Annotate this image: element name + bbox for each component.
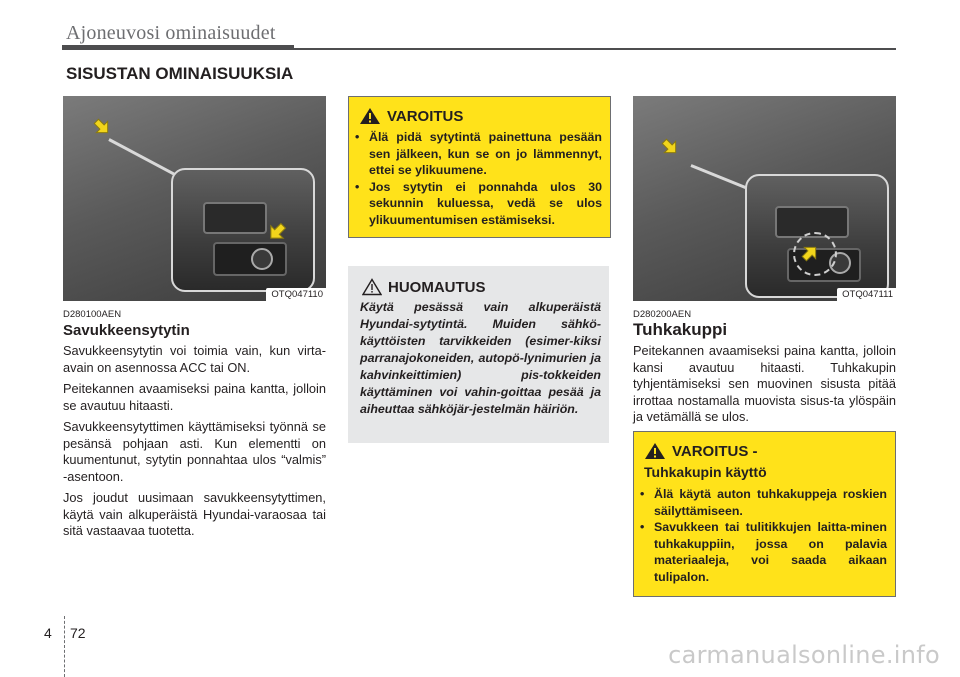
warning-subtitle: Tuhkakupin käyttö: [644, 464, 767, 480]
header-bar: [62, 45, 294, 50]
page-number: 72: [70, 625, 86, 641]
warning-item: • Savukkeen tai tulitikkujen laitta-minen tuhkakuppiin, jossa on palavia materiaaleja, voi saada aikaan tulipalon.: [634, 519, 887, 585]
warning-list: [634, 486, 887, 585]
warning-title: VAROITUS -: [672, 442, 758, 460]
ashtray-photo: [633, 96, 896, 301]
paragraph: Savukkeensytyttimen käyttämiseksi työnnä se pesänsä pohjaan asti. Kun elementti on kuumentunut, sytytin ponnahtaa ulos “valmis” -asentoon.: [63, 419, 326, 484]
photo-inset: [171, 168, 315, 292]
warning-heading: [644, 442, 895, 460]
warning-triangle-icon: [644, 442, 666, 460]
arrow-icon: [799, 242, 815, 258]
paragraph: Jos joudut uusimaan savukkeensytyttimen, käytä vain alkuperäistä Hyundai-varaosaa tai sitä vastaavaa tuotetta.: [63, 490, 326, 538]
caution-triangle-icon: [362, 278, 382, 296]
chapter-number: 4: [44, 625, 52, 641]
photo-code: OTQ047111: [837, 288, 896, 301]
note-title: HUOMAUTUS: [388, 278, 486, 296]
arrow-icon: [91, 116, 107, 132]
warning-box: [633, 431, 896, 597]
body-text: [633, 343, 896, 431]
body-text: [63, 343, 326, 545]
warning-heading: [359, 107, 610, 125]
warning-title: VAROITUS: [387, 107, 464, 125]
footer-divider: [64, 616, 65, 677]
warning-triangle-icon: [359, 107, 381, 125]
paragraph: Savukkeensytytin voi toimia vain, kun virta-avain on asennossa ACC tai ON.: [63, 343, 326, 375]
section-code: D280200AEN: [633, 309, 692, 320]
arrow-icon: [659, 136, 675, 152]
section-code: D280100AEN: [63, 309, 122, 320]
warning-item: • Älä pidä sytytintä painettuna pesään sen jälkeen, kun se on jo lämmennyt, ettei se ylikuumene.: [349, 129, 602, 179]
photo-inset: [745, 174, 889, 298]
watermark: carmanualsonline.info: [668, 641, 940, 669]
note-box: [348, 266, 609, 443]
note-text: Käytä pesässä vain alkuperäistä Hyundai-sytytintä. Muiden sähkö-käyttöisten tarvikkeiden (esimer-kiksi parranajokoneiden, autopö-lynimurien ja kahvinkeittimien) pis-tokkeiden käyttäminen voi vahin-goittaa pesää ja aiheuttaa sähköjär-jestelmän häiriön.: [360, 300, 601, 416]
header-rule: [294, 48, 896, 50]
section-title: SISUSTAN OMINAISUUKSIA: [66, 64, 294, 83]
warning-list: [349, 129, 602, 228]
warning-item: • Jos sytytin ei ponnahda ulos 30 sekunnin kuluessa, vedä se ulos ylikuumentumisen estämiseksi.: [349, 179, 602, 229]
warning-item: • Älä käytä auton tuhkakuppeja roskien säilyttämiseen.: [634, 486, 887, 519]
paragraph: Peitekannen avaamiseksi paina kantta, jolloin kansi avautuu hitaasti. Tuhkakupin tyhjentämiseksi sen muovinen sisusta pitää irrottaa nostamalla muovista sisus-ta ylöspäin ja vetämällä se ulos.: [633, 343, 896, 424]
arrow-icon: [265, 220, 281, 236]
section-heading: Savukkeensytytin: [63, 322, 190, 339]
cigarette-lighter-photo: [63, 96, 326, 301]
section-heading: Tuhkakuppi: [633, 320, 728, 339]
warning-box: [348, 96, 611, 238]
photo-code: OTQ047110: [266, 288, 326, 301]
note-heading: [362, 278, 609, 296]
paragraph: Peitekannen avaamiseksi paina kantta, jolloin se avautuu hitaasti.: [63, 381, 326, 413]
page-header-title: Ajoneuvosi ominaisuudet: [66, 22, 276, 44]
